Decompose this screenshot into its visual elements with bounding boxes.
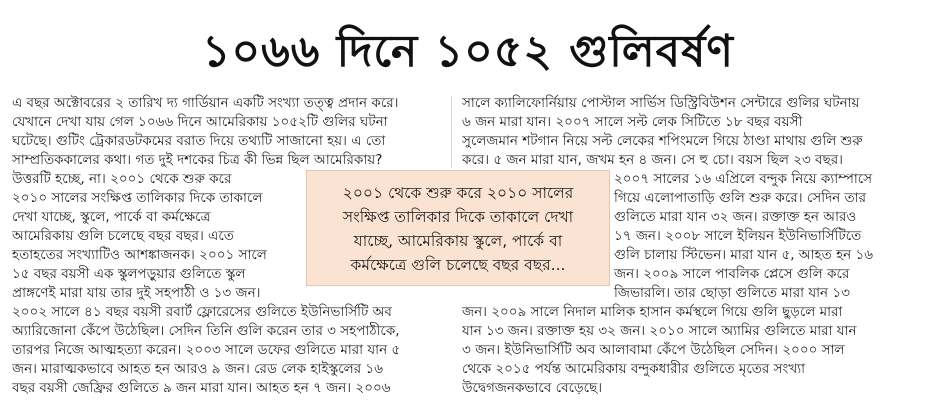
left-line: জন। মারাত্মকভাবে আহত হন আরও ৯ জন। রেড লেক হাইস্কুলের ১৬: [12, 361, 383, 377]
left-line: দেখা যাচ্ছে, স্কুলে, পার্কে বা কর্মক্ষেত্রে: [12, 209, 211, 225]
left-line: বছর বয়সী জেফ্রির গুলিতে ৯ জন মারা যান। আহত হন ৭ জন। ২০০৬: [12, 380, 391, 396]
right-line: জন। ২০০৯ সালে নিদাল মালিক হাসান কর্মস্থলে গিয়ে গুলি ছুড়লে মারা: [462, 304, 843, 320]
left-line: ২০০২ সালে ৪১ বছর বয়সী রবার্ট ফ্লোরেসের গুলিতে ইউনিভার্সিটি অব: [12, 304, 392, 320]
column-divider: [451, 96, 452, 168]
pull-quote-line: কর্মক্ষেত্রে গুলি চলেছে বছর বছর...: [350, 256, 566, 274]
right-line: ৩ জন। ইউনিভার্সিটি অব আলাবামা কেঁপে উঠেছিল সেদিন। ২০০০ সাল: [462, 342, 845, 358]
left-line: আমেরিকায় গুলি চলেছে বছর বছর। এতে: [12, 228, 234, 244]
left-line: সাম্প্রতিককালের কথা। গত দুই দশকের চিত্র কী ভিন্ন ছিল আমেরিকায়?: [12, 152, 383, 168]
left-line: তারপর নিজে আত্মহত্যা করেন। ২০০৩ সালে ডফের গুলিতে মারা যান ৫: [12, 342, 401, 358]
right-line: গুলিতে মারা যান ৩২ জন। রক্তাক্ত হন আরও: [614, 209, 857, 225]
pull-quote-line: ২০০১ থেকে শুরু করে ২০১০ সালের: [342, 184, 574, 202]
left-line: প্রাঙ্গণেই মারা যায় তার দুই সহপাঠী ও ১৩ জন।: [12, 285, 261, 301]
right-line: গিয়ে এলোপাতাড়ি গুলি শুরু করে। সেদিন তার: [614, 190, 866, 206]
right-line: করে। ৫ জন মারা যান, জখম হন ৪ জন। সে হু চো। বয়স ছিল ২৩ বছর।: [462, 152, 844, 168]
headline: ১০৬৬ দিনে ১০৫২ গুলিবর্ষণ: [201, 26, 735, 77]
right-line: সুলেজমান শটগান নিয়ে সল্ট লেকের শপিংমলে গিয়ে ঠাণ্ডা মাথায় গুলি শুরু: [462, 133, 863, 149]
right-line: জিভারলি। তার ছোড়া গুলিতে মারা যান ১৩: [614, 285, 850, 301]
left-line: হতাহতের সংখ্যাটিও আশঙ্কাজনক। ২০০১ সালে: [12, 247, 267, 263]
right-line: ২০০৭ সালের ১৬ এপ্রিলে বন্দুক নিয়ে ক্যাম্পাসে: [614, 171, 873, 187]
right-line: জন। ২০০৯ সালে পাবলিক প্লেসে গুলি করে: [614, 266, 850, 282]
pull-quote-line: সংক্ষিপ্ত তালিকার দিকে তাকালে দেখা: [342, 208, 574, 226]
right-line: ৬ জন মারা যান। ২০০৭ সালে সল্ট লেক সিটিতে ১৮ বছর বয়সী: [462, 114, 803, 130]
pull-quote: [306, 170, 610, 286]
pull-quote-line: যাচ্ছে, আমেরিকায় স্কুলে, পার্কে বা: [353, 232, 563, 250]
right-line: ১৭ জন। ২০০৮ সালে ইলিয়ন ইউনিভার্সিটিতে: [614, 228, 862, 244]
right-line: সালে ক্যালিফোর্নিয়ায় পোস্টাল সার্ভিস ডিস্ট্রিবিউশন সেন্টারে গুলির ঘটনায়: [462, 95, 860, 111]
right-line: যান ১৩ জন। রক্তাক্ত হয় ৩২ জন। ২০১০ সালে অ্যামির গুলিতে মারা যান: [462, 323, 857, 339]
left-line: ১৫ বছর বয়সী এক স্কুলপড়ুয়ার গুলিতে স্কুল: [12, 266, 246, 282]
left-line: উত্তরটি হচ্ছে, না। ২০০১ থেকে শুরু করে: [12, 171, 232, 187]
right-line: থেকে ২০১৫ পর্যন্ত আমেরিকায় বন্দুকধারীর গুলিতে মৃতের সংখ্যা: [462, 361, 806, 377]
right-line: উদ্বেগজনকভাবে বেড়েছে।: [462, 380, 603, 396]
right-line: গুলি চালায় স্টিভেন। মারা যান ৫, আহত হন ১৬: [614, 247, 874, 263]
left-line: এ বছর অক্টোবরের ২ তারিখ দ্য গার্ডিয়ান একটি সংখ্যা তত্ত্ব প্রদান করে।: [12, 95, 399, 111]
left-line: ২০১০ সালের সংক্ষিপ্ত তালিকার দিকে তাকালে: [12, 190, 263, 206]
left-line: ঘটেছে। গুটিং ট্রেকারডটকমের বরাত দিয়ে তথ্যটি সাজানো হয়। এ তো: [12, 133, 386, 149]
left-line: অ্যারিজোনা কেঁপে উঠেছিল। সেদিন তিনি গুলি করেন তার ৩ সহপাঠীকে,: [12, 323, 400, 339]
left-line: যেখানে দেখা যায় গেল ১০৬৬ দিনে আমেরিকায় ১০৫২টি গুলির ঘটনা: [12, 114, 388, 130]
